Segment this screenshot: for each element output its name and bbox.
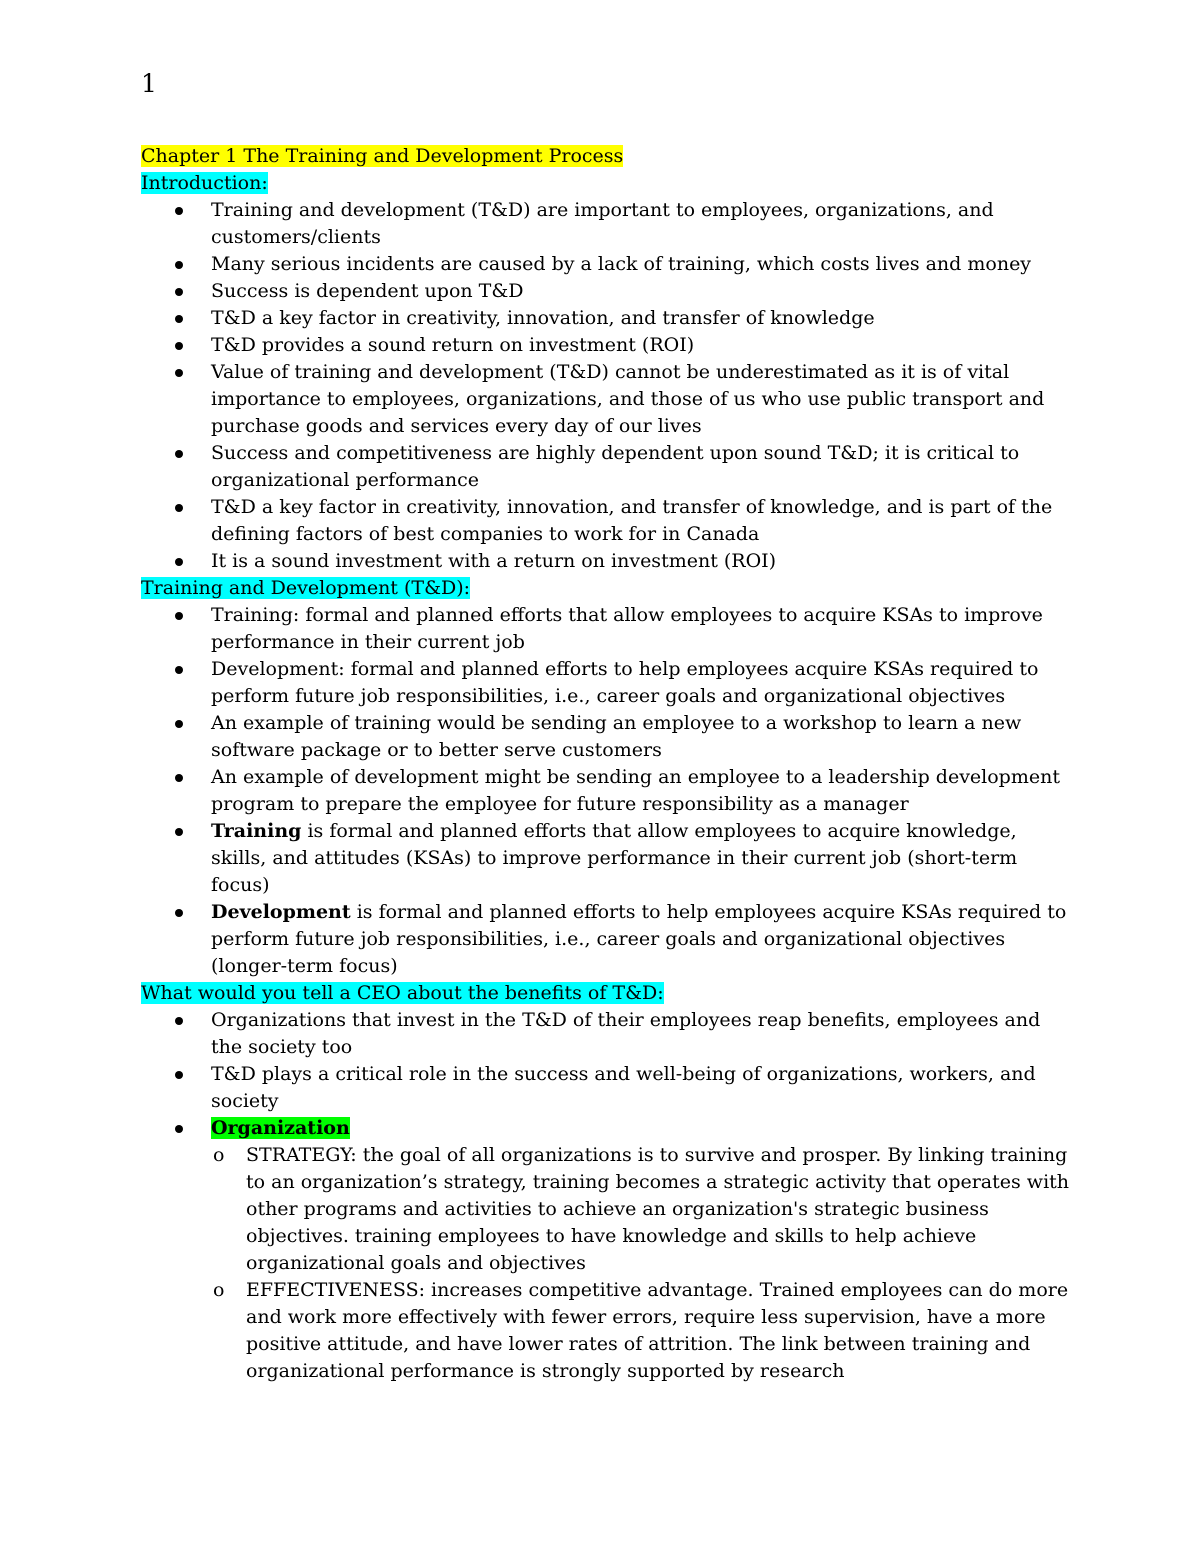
list-item: Development: formal and planned efforts to help employees acquire KSAs required to perform future job responsibilities, i.e., career goals and organizational objectives <box>141 656 1071 710</box>
bullet-icon <box>175 1017 183 1025</box>
section-heading-training-and-development: Training and Development (T&D): <box>141 577 471 599</box>
page-number: 1 <box>141 69 157 98</box>
development-term: Development <box>211 901 351 923</box>
bullet-icon <box>175 504 183 512</box>
list-item: T&D a key factor in creativity, innovation, and transfer of knowledge, and is part of the defining factors of best companies to work for in Canada <box>141 494 1071 548</box>
bullet-icon <box>175 450 183 458</box>
bullet-icon <box>175 774 183 782</box>
list-item: It is a sound investment with a return on investment (ROI) <box>141 548 1071 575</box>
list-item: Organizations that invest in the T&D of their employees reap benefits, employees and the society too <box>141 1007 1071 1061</box>
list-item-training-definition: Training is formal and planned efforts that allow employees to acquire knowledge, skills, and attitudes (KSAs) to improve performance in their current job (short-term focus) <box>141 818 1071 899</box>
bullet-icon <box>175 1125 183 1133</box>
ceo-benefits-list <box>141 1007 1071 1385</box>
training-term: Training <box>211 820 302 842</box>
chapter-title: Chapter 1 The Training and Development Process <box>141 145 624 167</box>
bullet-icon <box>175 909 183 917</box>
bullet-icon <box>175 558 183 566</box>
list-item: Value of training and development (T&D) cannot be underestimated as it is of vital importance to employees, organizations, and those of us who use public transport and purchase goods and services every day of our lives <box>141 359 1071 440</box>
list-item: Training and development (T&D) are important to employees, organizations, and customers/clients <box>141 197 1071 251</box>
organization-sub-list <box>211 1142 1071 1385</box>
list-item: Training: formal and planned efforts that allow employees to acquire KSAs to improve performance in their current job <box>141 602 1071 656</box>
bullet-icon <box>175 261 183 269</box>
list-item: An example of development might be sending an employee to a leadership development program to prepare the employee for future responsibility as a manager <box>141 764 1071 818</box>
bullet-icon <box>175 288 183 296</box>
list-item: An example of training would be sending an employee to a workshop to learn a new software package or to better serve customers <box>141 710 1071 764</box>
bullet-icon <box>175 828 183 836</box>
list-item: T&D a key factor in creativity, innovation, and transfer of knowledge <box>141 305 1071 332</box>
list-item: T&D provides a sound return on investment (ROI) <box>141 332 1071 359</box>
list-item: T&D plays a critical role in the success and well-being of organizations, workers, and society <box>141 1061 1071 1115</box>
bullet-icon <box>175 207 183 215</box>
sub-list-item-strategy: o STRATEGY: the goal of all organizations is to survive and prosper. By linking training to an organization’s strategy, training becomes a strategic activity that operates with other programs and activities to achieve an organization's strategic business objectives. training employees to have knowledge and skills to help achieve organizational goals and objectives <box>213 1144 1070 1274</box>
list-item: Many serious incidents are caused by a lack of training, which costs lives and money <box>141 251 1071 278</box>
bullet-icon <box>175 369 183 377</box>
bullet-icon <box>175 315 183 323</box>
organization-label: Organization <box>211 1117 350 1139</box>
list-item: Success is dependent upon T&D <box>141 278 1071 305</box>
bullet-icon <box>175 342 183 350</box>
bullet-icon <box>175 666 183 674</box>
list-item-development-definition: Development is formal and planned efforts to help employees acquire KSAs required to perform future job responsibilities, i.e., career goals and organizational objectives (longer-term focus) <box>141 899 1071 980</box>
list-item: Success and competitiveness are highly dependent upon sound T&D; it is critical to organizational performance <box>141 440 1071 494</box>
sub-list-item-effectiveness: o EFFECTIVENESS: increases competitive advantage. Trained employees can do more and work more effectively with fewer errors, require less supervision, have a more positive attitude, and have lower rates of attrition. The link between training and organizational performance is strongly supported by research <box>213 1279 1069 1382</box>
list-item-organization <box>141 1115 1071 1385</box>
bullet-icon <box>175 1071 183 1079</box>
sub-bullet-icon: o <box>213 1144 225 1166</box>
bullet-icon <box>175 720 183 728</box>
introduction-list <box>141 197 1071 575</box>
training-development-list <box>141 602 1071 980</box>
bullet-icon <box>175 612 183 620</box>
section-heading-ceo-benefits: What would you tell a CEO about the benefits of T&D: <box>141 982 664 1004</box>
document-body <box>141 143 1071 1385</box>
sub-bullet-icon: o <box>213 1279 225 1301</box>
section-heading-introduction: Introduction: <box>141 172 268 194</box>
